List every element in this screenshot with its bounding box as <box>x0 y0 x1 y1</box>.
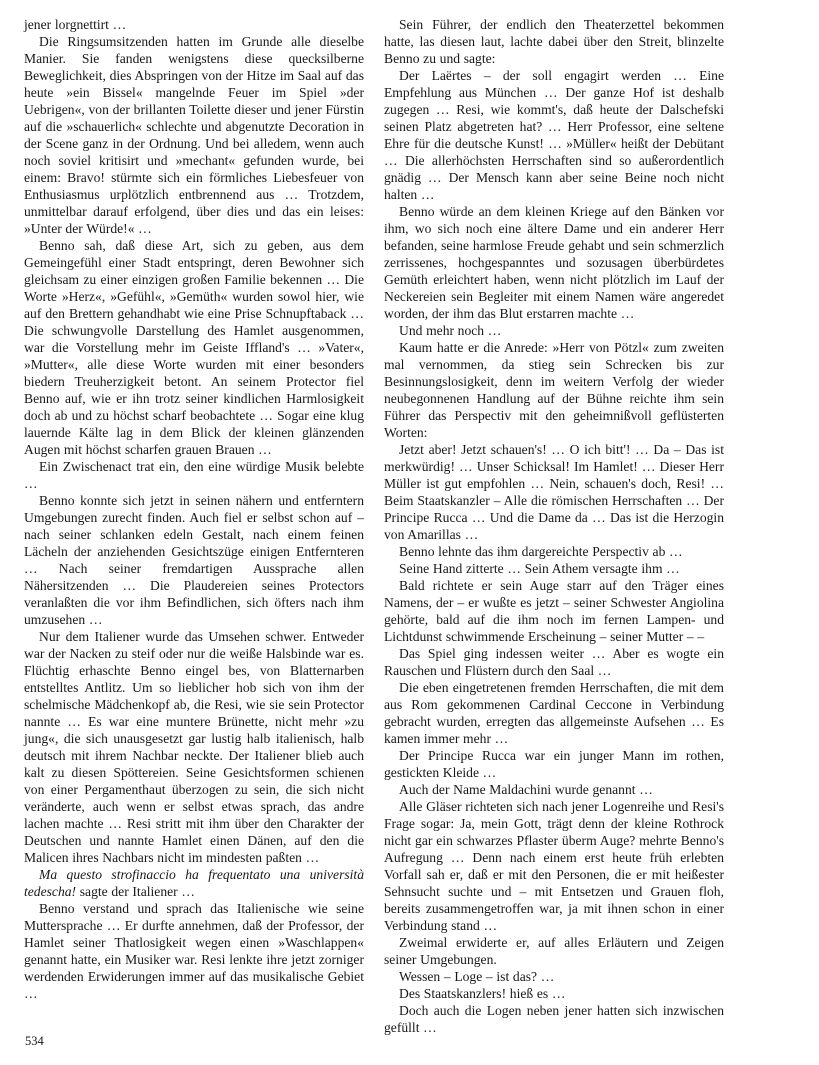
paragraph: Ein Zwischenact trat ein, den eine würdige Musik belebte … <box>24 459 364 491</box>
paragraph: Auch der Name Maldachini wurde genannt … <box>399 782 653 797</box>
right-column <box>384 16 724 1036</box>
paragraph: Benno würde an dem kleinen Kriege auf den Bänken vor ihm, wo sich noch eine ältere Dame und ein anderer Herr befanden, seine harmlose Freude gehabt und sein schmerzlich zerrissenes, hochgespanntes und sozusagen überbürdetes Gemüth erleichtert haben, wenn nicht plötzlich im Lauf der Neckereien sein Begleiter mit einem Namen wäre angeredet worden, der ihm das Blut erstarren machte … <box>384 204 724 321</box>
paragraph: Jetzt aber! Jetzt schauen's! … O ich bitt'! … Da – Das ist merkwürdig! … Unser Schicksal! Im Hamlet! … Dieser Herr Müller ist gut empfohlen … Nein, schauen's doch, Resi! … Beim Staatskanzler – Alle die römischen Herrschaften … Der Principe Rucca … Und die Dame da … Das ist die Herzogin von Amarillas … <box>384 442 724 542</box>
paragraph: Seine Hand zitterte … Sein Athem versagte ihm … <box>399 561 680 576</box>
paragraph: Alle Gläser richteten sich nach jener Logenreihe und Resi's Frage sogar: Ja, mein Gott, trägt denn der kleine Rothrock nicht gar ein schwarzes Pflaster überm Auge? mehrte Benno's Aufregung … Denn nach einem erst heute früh erlebten Vorfall sah er, daß er mit den Personen, die er mit heißester Sehnsucht suchte und – mit Entsetzen und Grauen floh, bereits zusammengetroffen war, ja mit ihnen schon in einer Verbindung stand … <box>384 799 724 933</box>
paragraph: Benno sah, daß diese Art, sich zu geben, aus dem Gemeingefühl einer Stadt entspringt, deren Bewohner sich gleichsam zu einer einzigen großen Familie bekennen … Die Worte »Herz«, »Gefühl«, »Gemüth« wurden sowol hier, wie auf den Brettern gehandhabt wie eine Prise Schnupftaback … Die schwungvolle Darstellung des Hamlet ausgenommen, war die Vorstellung mehr im Geiste Iffland's … »Vater«, »Mutter«, alle diese Worte wurden mit einer besonders biedern Treuherzigkeit betont. An seinem Protector fiel Benno auf, wie er ihn trotz seiner kindlichen Harmlosigkeit doch ab und zu höchst scharf beobachtete … Sogar eine klug lauernde Kälte lag in dem Blick der kleinen glänzenden Augen mit höchst scharfen grauen Brauen … <box>24 238 364 457</box>
paragraph: Und mehr noch … <box>399 323 502 338</box>
paragraph: Die Ringsumsitzenden hatten im Grunde alle dieselbe Manier. Sie fanden wenigstens diese quecksilberne Beweglichkeit, dies Abspringen von der Hitze im Saal auf das heute »ein Bissel« mangelnde Feuer im Spiel »der Uebrigen«, von der brillanten Toilette dieser und jener Fürstin auf die »schauerlich« schlechte und abgenutzte Decoration in der Scene ganz in der Ordnung. Und bei alledem, wenn auch noch soviel kritisirt und »mechant« gefunden wurde, bei einem: Bravo! stürmte sich ein förmliches Liebesfeuer von Enthusiasmus urplötzlich entbrennend aus … Trotzdem, unmittelbar darauf erfolgend, über dies und das ein leises: »Unter der Würde!« … <box>24 34 364 236</box>
paragraph: Der Laërtes – der soll engagirt werden … Eine Empfehlung aus München … Der ganze Hof ist deshalb zugegen … Resi, wie kommt's, daß heute der Dalschefski seinen Platz abgetreten hat? … Herr Professor, eine seltene Ehre für die deutsche Kunst! … »Müller« heißt der Debütant … Die allerhöchsten Herrschaften sind so außerordentlich gnädig … Der Mensch kann aber seine Beine noch nicht halten … <box>384 68 724 202</box>
paragraph: Benno lehnte das ihm dargereichte Perspectiv ab … <box>399 544 683 559</box>
italian-quote-text: Ma questo strofinaccio ha frequentato una università tedescha! <box>24 867 364 899</box>
quote-attribution: sagte der Italiener … <box>76 884 195 899</box>
paragraph: Benno verstand und sprach das Italienische wie seine Muttersprache … Er durfte annehmen, daß der Professor, der Hamlet seiner Thatlosigkeit wegen einen »Waschlappen« genannt hatte, ein Musiker war. Resi lenkte ihre jetzt zorniger werdenden Erwiderungen immer auf das musikalische Gebiet … <box>24 901 364 1001</box>
paragraph: Benno konnte sich jetzt in seinen nähern und entferntern Umgebungen zurecht finden. Auch fiel er selbst schon auf – nach seiner schlanken edeln Gestalt, nach einem feinen Lächeln der anziehenden Gesichtszüge einigen Entfernteren … Nach seiner fremdartigen Aussprache allen Nähersitzenden … Die Plaudereien seines Protectors veranlaßten die vor ihm Befindlichen, sich öfters nach ihm umzusehen … <box>24 493 364 627</box>
paragraph: Zweimal erwiderte er, auf alles Erläutern und Zeigen seiner Umgebungen. <box>384 935 724 967</box>
paragraph: Die eben eingetretenen fremden Herrschaften, die mit dem aus Rom gekommenen Cardinal Ceccone in Verbindung gebracht wurden, erregten das allgemeinste Aufsehen … Es kamen immer mehr … <box>384 680 724 746</box>
paragraph: Wessen – Loge – ist das? … <box>399 969 555 984</box>
paragraph: Der Principe Rucca war ein junger Mann im rothen, gestickten Kleide … <box>384 748 724 780</box>
paragraph: Nur dem Italiener wurde das Umsehen schwer. Entweder war der Nacken zu steif oder nur die weiße Halsbinde war es. Flüchtig erhaschte Benno eingel bes, von Blatternarben entstelltes Antlitz. Um so lieblicher hob sich von ihm der schelmische Mädchenkopf ab, die Resi, wie sie sein Protector nannte … Es war eine muntere Brünette, nicht mehr »zu jung«, die sich unausgesetzt gar lustig halb italienisch, halb deutsch mit ihrem Nachbar neckte. Der Italiener blieb auch kalt zu diesen Spöttereien. Seine Gesichtsformen schienen von einer Pergamenthaut überzogen zu sein, die sich nicht veränderte, auch wenn er selbst etwas sprach, das andre lachen machte … Resi stritt mit ihm über den Charakter der Deutschen und nannte Hamlet einen Dänen, auf den die Malicen ihres Nachbars nicht im mindesten paßten … <box>24 629 364 865</box>
paragraph: Kaum hatte er die Anrede: »Herr von Pötzl« zum zweiten mal vernommen, da stieg sein Schrecken bis zur Besinnungslosigkeit, denn im weitern Verfolg der wieder neubegonnenen Handlung auf der Bühne reichte ihm sein Führer das Perspectiv mit den geheimnißvoll geflüsterten Worten: <box>384 340 724 440</box>
page-number: 534 <box>25 1034 44 1048</box>
paragraph: Bald richtete er sein Auge starr auf den Träger eines Namens, der – er wußte es jetzt – seiner Schwester Angiolina gehörte, bald auf die ihm noch im fernen Lampen- und Lichtdunst schwimmende Erscheinung – seiner Mutter – – <box>384 578 724 644</box>
paragraph: Des Staatskanzlers! hieß es … <box>399 986 566 1001</box>
paragraph: Sein Führer, der endlich den Theaterzettel bekommen hatte, las diesen laut, lachte dabei über den Streit, blinzelte Benno zu und sagte: <box>384 17 724 66</box>
paragraph: Doch auch die Logen neben jener hatten sich inzwischen gefüllt … <box>384 1003 724 1035</box>
paragraph: jener lorgnettirt … <box>24 17 127 32</box>
paragraph-italian-quote <box>24 866 364 900</box>
paragraph: Das Spiel ging indessen weiter … Aber es wogte ein Rauschen und Flüstern durch den Saal … <box>384 646 724 678</box>
left-column <box>24 16 364 1002</box>
